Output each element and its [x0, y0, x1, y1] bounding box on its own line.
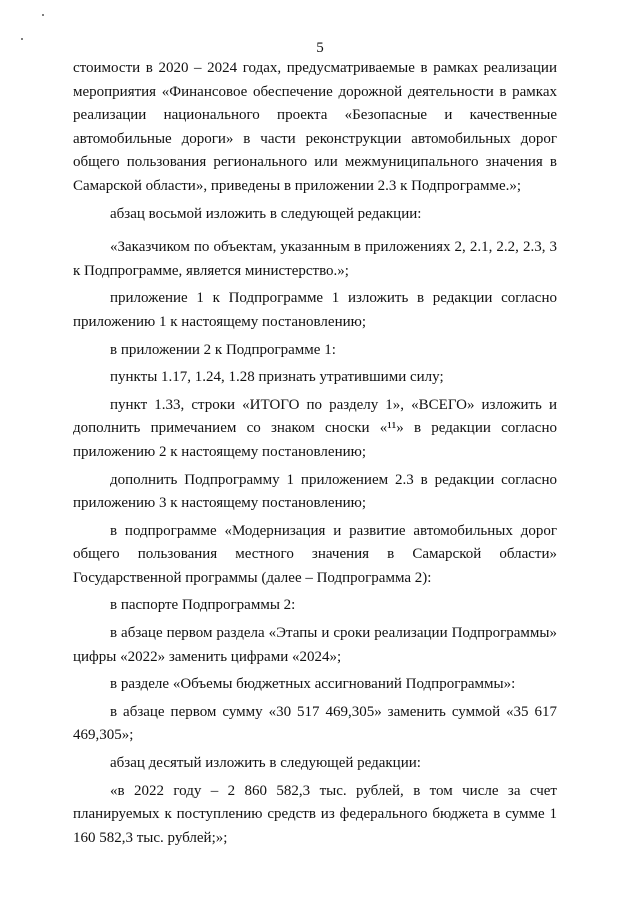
paragraph-4: приложение 1 к Подпрограмме 1 изложить в редакции согласно приложению 1 к настоящему постановлению; [73, 290, 557, 330]
scan-speck [42, 14, 44, 16]
paragraph-14: абзац десятый изложить в следующей редакции: [110, 755, 421, 772]
paragraph-3: «Заказчиком по объектам, указанным в приложениях 2, 2.1, 2.2, 2.3, 3 к Подпрограмме, является министерство.»; [73, 239, 557, 279]
paragraph-8: дополнить Подпрограмму 1 приложением 2.3 в редакции согласно приложению 3 к настоящему постановлению; [73, 471, 557, 512]
document-body [73, 57, 557, 850]
paragraph-1: стоимости в 2020 – 2024 годах, предусматриваемые в рамках реализации мероприятия «Финансовое обеспечение дорожной деятельности в рамках реализации национального проекта «Безопасные и качественные автомобильные дороги» в части реконструкции автомобильных дорог общего пользования регионального или межмуниципального значения в Самарской области», приведены в приложении 2.3 к Подпрограмме.»; [73, 60, 557, 194]
paragraph-7: пункт 1.33, строки «ИТОГО по разделу 1», «ВСЕГО» изложить и дополнить примечанием со знаком сноски «¹¹» в редакции согласно приложению 2 к настоящему постановлению; [73, 396, 557, 460]
paragraph-11: в абзаце первом раздела «Этапы и сроки реализации Подпрограммы» цифры «2022» заменить цифрами «2024»; [73, 625, 557, 665]
paragraph-10: в паспорте Подпрограммы 2: [110, 597, 296, 614]
paragraph-9: в подпрограмме «Модернизация и развитие автомобильных дорог общего пользования местного значения в Самарской области» Государственной программы (далее – Подпрограмма 2): [73, 522, 557, 586]
paragraph-15: «в 2022 году – 2 860 582,3 тыс. рублей, в том числе за счет планируемых к поступлению средств из федерального бюджета в сумме 1 160 582,3 тыс. рублей;»; [73, 782, 557, 846]
paragraph-6: пункты 1.17, 1.24, 1.28 признать утратившими силу; [110, 369, 444, 386]
page-number: 5 [316, 40, 324, 56]
paragraph-13: в абзаце первом сумму «30 517 469,305» заменить суммой «35 617 469,305»; [73, 703, 557, 744]
paragraph-2: абзац восьмой изложить в следующей редакции: [110, 205, 422, 222]
paragraph-12: в разделе «Объемы бюджетных ассигнований Подпрограммы»: [110, 676, 516, 693]
paragraph-5: в приложении 2 к Подпрограмме 1: [110, 341, 336, 358]
